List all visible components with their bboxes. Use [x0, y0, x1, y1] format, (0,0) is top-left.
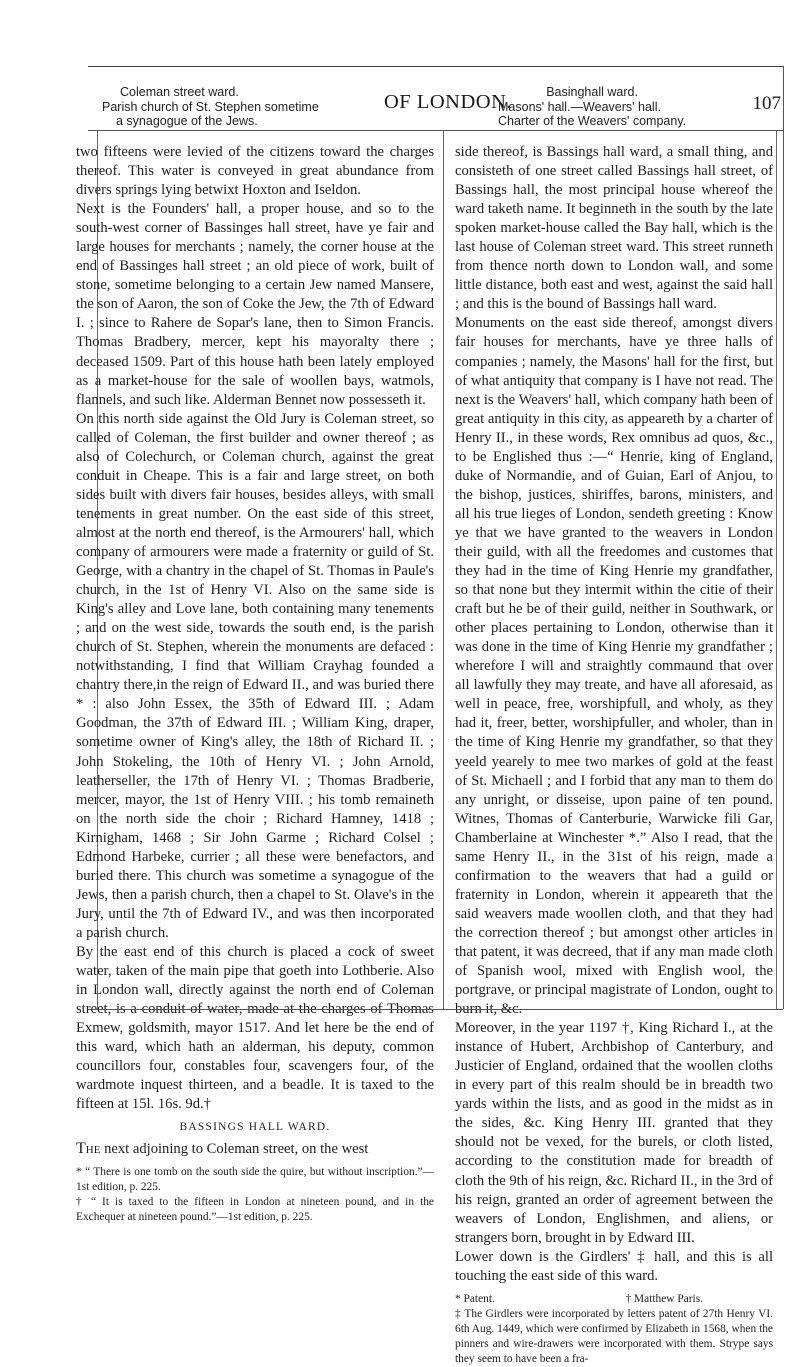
- footnote-a: * Patent.: [455, 1292, 495, 1305]
- right-paragraph-2: Monuments on the east side thereof, amongst divers fair houses for merchants, have ye three halls of companies ; namely, the Masons' hall for the first, but of what antiquity that company is I have not read. The next is the Weavers' hall, which company hath been of great antiquity in this city, as appeareth by a charter of Henry II., in these words, Rex omnibus ad quos, &c., to be Englished thus :—“ Henrie, king of England, duke of Normandie, and of Guian, Earl of Anjou, to the bishop, justices, shiriffes, barons, ministers, and all his true lieges of London, sendeth greeting : Know ye that we have granted to the weavers in London their guild, with all the freedomes and customes that they had in the time of King Henrie my grandfather, so that none but they intermit within the citie of their craft but he be of their guild, neither in Southwark, or other places pertaining to London, otherwise than it was done in the time of King Henrie my grandfather ; wherefore I will and straightly commaund that over all lawfully they may treate, and have all aforesaid, as well in peace, free, worshipfull, and wholy, as they had it, freer, better, worshipfuller, and wholer, than in the time of King Henrie my grandfather, so that they yeeld yearely to mee two markes of gold at the feast of St. Michaell ; and I forbid that any man to them do any unright, or disseise, upon paine of ten pound. Witnes, Thomas of Canterburie, Warwicke fili Gar, Chamberlaine at Winchester *.” Also I read, that the same Henry II., in the 31st of his reign, made a confirmation to the weavers that had a guild or fraternity in London, wherein it appeareth that the said weavers made woollen cloth, and that they had the correction thereof ; but amongst other articles in that patent, it was decreed, that if any man made cloth of Spanish wool, mixed with English wool, the portgrave, or principal magistrate of London, ought to burn it, &c.: [455, 315, 773, 1018]
- left-paragraph-5-text: next adjoining to Coleman street, on the west: [100, 1141, 369, 1158]
- footnote-c: ‡ The Girdlers were incorporated by letters patent of 27th Henry VI. 6th Aug. 1449, which were confirmed by Elizabeth in 1568, when the pinners and wire-drawers were incorporated with them. Strype says they seem to have been a fra-: [455, 1307, 773, 1365]
- bottom-border: [88, 1009, 783, 1010]
- top-border: [88, 66, 783, 67]
- column-divider: [443, 131, 444, 1009]
- footnote-b: † Matthew Paris.: [625, 1292, 703, 1305]
- left-paragraph-2: Next is the Founders' hall, a proper house, and so to the south-west corner of Bassinges hall street, have ye fair and large houses for merchants ; namely, the corner house at the end of Bassinges hall street ; an old piece of work, built of stone, sometime belonging to a certain Jew named Mansere, the son of Aaron, the son of Coke the Jew, the 7th of Edward I. ; since to Rahere de Sopar's lane, then to Simon Francis. Thomas Bradbery, mercer, kept his mayoralty there ; deceased 1509. Part of this house hath been lately employed as a market-house for the sale of woollen bays, watmols, flannels, and such like. Alderman Bennet now possesseth it.: [76, 201, 434, 408]
- right-paragraph-1: side thereof, is Bassings hall ward, a small thing, and consisteth of one street called Bassings hall street, of Bassings hall, the most principal house whereof the ward taketh name. It beginneth in the south by the late spoken market-house called the Bay hall, which is the last house of Coleman street ward. This street runneth from thence north down to London wall, and some little distance, both east and west, against the said hall ; and this is the bound of Bassings hall ward.: [455, 144, 773, 313]
- header-rule: [88, 130, 783, 131]
- header-right-line3: Charter of the Weavers' company.: [498, 114, 687, 128]
- header-left: [102, 85, 319, 129]
- footnote-2: † “ It is taxed to the fifteen in London at nineteen pound, and in the Exchequer at nineteen pound.”—1st edition, p. 225.: [76, 1196, 434, 1224]
- header-left-line2: Parish church of St. Stephen sometime: [102, 99, 319, 114]
- lead-word: The: [76, 1140, 101, 1158]
- right-margin-line: [776, 131, 777, 1009]
- header-left-line1: Coleman street ward.: [120, 85, 239, 99]
- header-left-line3: a synagogue of the Jews.: [116, 114, 258, 128]
- header-right-line2: Masons' hall.—Weavers' hall.: [498, 99, 661, 114]
- header-right-line1: Basinghall ward.: [546, 85, 638, 99]
- left-paragraph-4: By the east end of this church is placed a cock of sweet water, taken of the main pipe that goeth into Lothberie. Also in London wall, directly against the north end of Coleman street, is a conduit of water, made at the charges of Thomas Exmew, goldsmith, mayor 1517. And let here be the end of this ward, which hath an alderman, his deputy, common councillors four, constables four, scavengers four, of the wardmote inquest thirteen, and a beadle. It is taxed to the fifteen at 15l. 16s. 9d.†: [76, 943, 434, 1113]
- footnote-row: [455, 1292, 773, 1307]
- right-paragraph-4: Lower down is the Girdlers' ‡ hall, and this is all touching the east side of this ward.: [455, 1248, 773, 1284]
- left-paragraph-5: [76, 1139, 434, 1159]
- section-heading: BASSINGS HALL WARD.: [179, 1121, 331, 1134]
- header-title: OF LONDON.: [384, 91, 512, 113]
- right-column: [455, 143, 773, 1367]
- footnote-1: * “ There is one tomb on the south side the quire, but without inscription.”—1st edition, p. 225.: [76, 1166, 434, 1194]
- left-paragraph-3: On this north side against the Old Jury is Coleman street, so called of Coleman, the first builder and owner thereof ; as also of Colechurch, or Coleman church, against the great conduit in Cheape. This is a fair and large street, on both sides built with divers fair houses, besides alleys, with small tenements in great number. On the east side of this street, almost at the north end thereof, is the Armourers' hall, which company of armourers were made a fraternity or guild of St. George, with a chantry in the chapel of St. Thomas in Paule's church, in the 1st of Henry VI. Also on the same side is King's alley and Love lane, both containing many tenements ; and on the west side, towards the south end, is the parish church of St. Stephen, wherein the monuments are defaced : notwithstanding, I find that William Crayhag founded a chantry there,in the reign of Edward II., and was buried there * : also John Essex, the 35th of Edward III. ; Adam Goodman, the 37th of Edward III. ; William King, draper, sometime owner of King's alley, the 18th of Richard II. ; John Stokeling, the 10th of Henry VI. ; John Arnold, leatherseller, the 17th of Henry VI. ; Thomas Bradberie, mercer, mayor, the 1st of Henry VIII. ; his tomb remaineth on the north side the choir ; Richard Hamney, 1418 ; Kirnigham, 1468 ; Sir John Garme ; Richard Colsel ; Edmond Harbeke, currier ; all these were benefactors, and buried there. This church was sometime a synagogue of the Jews, then a parish church, then a chapel to St. Olave's in the Jury, until the 7th of Edward IV., and was then incorporated a parish church.: [76, 410, 434, 941]
- running-header: [88, 85, 783, 129]
- right-paragraph-3: Moreover, in the year 1197 †, King Richard I., at the instance of Hubert, Archbishop of Canterbury, and Justicier of England, ordained that the woollen cloths in every part of this realm should be in breadth two yards within the lists, and as good in the midst as in the sides, &c. King Henry III. granted that they should not be vexed, for the burels, or cloth listed, according to the constitution made for breadth of cloth the 9th of his reign, &c. Richard II., in the 3rd of his reign, granted an order of agreement between the weavers of London, Englishmen, and aliens, or strangers born, brought in by Edward III.: [455, 1020, 773, 1246]
- left-paragraph-1: two fifteens were levied of the citizens toward the charges thereof. This water is conveyed in great abundance from divers springs lying betwixt Hoxton and Iseldon.: [76, 144, 434, 199]
- left-column: [76, 143, 434, 1225]
- right-edge-border: [783, 66, 784, 1009]
- page-number: 107: [752, 93, 781, 114]
- header-right: [498, 85, 686, 129]
